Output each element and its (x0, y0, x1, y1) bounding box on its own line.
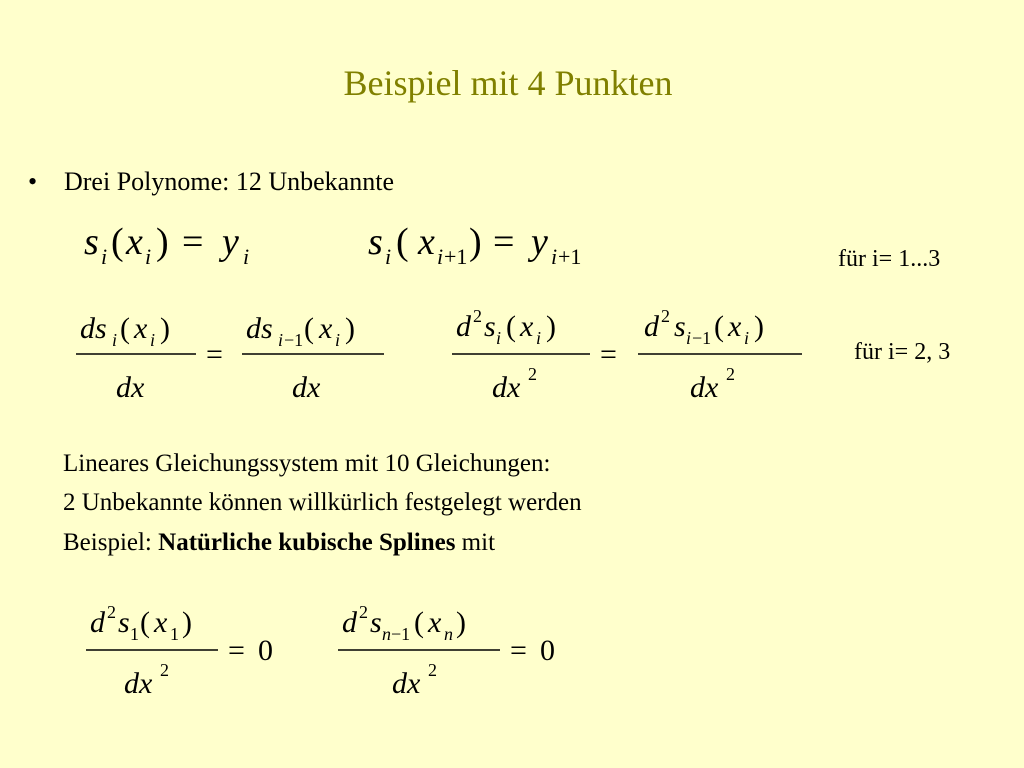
svg-text:x: x (134, 312, 148, 345)
svg-text:=: = (493, 221, 515, 263)
svg-text:s: s (84, 221, 99, 263)
equation-natural-spline-right (338, 596, 578, 706)
svg-text:=: = (510, 634, 527, 667)
svg-text:i: i (536, 328, 542, 348)
paragraph-line3 (63, 529, 495, 557)
bullet-item (28, 167, 394, 197)
svg-text:x: x (126, 221, 143, 263)
svg-text:=: = (206, 338, 223, 371)
svg-text:+1: +1 (558, 244, 582, 269)
svg-text:): ) (546, 310, 556, 343)
svg-text:(: ( (140, 606, 150, 639)
svg-text:): ) (345, 312, 355, 345)
svg-text:): ) (754, 310, 764, 343)
svg-text:d: d (456, 310, 471, 343)
svg-text:dx: dx (690, 371, 719, 404)
svg-text:s: s (118, 606, 130, 639)
svg-text:2: 2 (359, 602, 368, 622)
svg-text:2: 2 (428, 660, 437, 680)
svg-text:2: 2 (107, 602, 116, 622)
svg-text:0: 0 (540, 634, 555, 667)
svg-text:): ) (182, 606, 192, 639)
paragraph-line2: 2 Unbekannte können willkürlich festgelegt werden (63, 489, 582, 516)
svg-text:i: i (243, 244, 250, 269)
svg-text:d: d (644, 310, 659, 343)
svg-text:y: y (531, 221, 548, 263)
svg-text:(: ( (120, 312, 130, 345)
equation-s-i-xi1-equals-yi1 (368, 216, 638, 276)
paragraph-line3-bold: Natürliche kubische Splines (158, 529, 456, 556)
bullet-icon: • (28, 167, 38, 196)
svg-text:−1: −1 (284, 330, 304, 350)
svg-text:x: x (319, 312, 333, 345)
svg-text:2: 2 (160, 660, 169, 680)
svg-text:(: ( (396, 221, 409, 263)
svg-text:i: i (101, 244, 108, 269)
svg-text:(: ( (304, 312, 314, 345)
svg-text:=: = (600, 338, 617, 371)
svg-text:i: i (496, 328, 502, 348)
svg-text:1: 1 (170, 624, 179, 644)
svg-text:i: i (335, 330, 341, 350)
svg-text:−1: −1 (692, 328, 712, 348)
svg-text:i: i (145, 244, 152, 269)
svg-text:2: 2 (473, 306, 482, 326)
condition-row2: für i= 2, 3 (854, 339, 951, 365)
slide-title: Beispiel mit 4 Punkten (343, 63, 673, 103)
svg-text:x: x (154, 606, 168, 639)
svg-text:d: d (90, 606, 105, 639)
svg-text:x: x (728, 310, 742, 343)
equation-second-derivative-continuity (450, 300, 810, 410)
svg-text:n: n (444, 624, 453, 644)
svg-text:0: 0 (258, 634, 273, 667)
svg-text:ds: ds (246, 312, 273, 345)
svg-text:i: i (278, 330, 284, 350)
svg-text:ds: ds (80, 312, 107, 345)
svg-text:dx: dx (124, 667, 153, 700)
svg-text:i: i (744, 328, 750, 348)
svg-text:i: i (112, 330, 118, 350)
condition-row1: für i= 1...3 (838, 246, 941, 272)
svg-text:s: s (368, 221, 383, 263)
svg-text:): ) (456, 606, 466, 639)
svg-text:(: ( (714, 310, 724, 343)
equation-natural-spline-left (86, 596, 296, 706)
svg-text:(: ( (111, 221, 124, 263)
svg-text:−1: −1 (391, 624, 411, 644)
svg-text:x: x (418, 221, 435, 263)
svg-text:dx: dx (116, 371, 145, 404)
svg-text:2: 2 (661, 306, 670, 326)
bullet-text: Drei Polynome: 12 Unbekannte (64, 167, 394, 196)
svg-text:): ) (469, 221, 482, 263)
svg-text:i: i (150, 330, 156, 350)
svg-text:i: i (437, 244, 444, 269)
svg-text:y: y (222, 221, 239, 263)
svg-text:): ) (160, 312, 170, 345)
svg-text:i: i (385, 244, 392, 269)
svg-text:=: = (182, 221, 204, 263)
svg-text:): ) (156, 221, 169, 263)
svg-text:=: = (228, 634, 245, 667)
svg-text:i: i (551, 244, 558, 269)
svg-text:(: ( (414, 606, 424, 639)
svg-text:i: i (686, 328, 692, 348)
svg-text:+1: +1 (444, 244, 468, 269)
svg-text:2: 2 (528, 364, 537, 384)
paragraph-line3-suffix: mit (455, 529, 496, 556)
svg-text:d: d (342, 606, 357, 639)
svg-text:n: n (382, 624, 391, 644)
paragraph-line3-prefix: Beispiel: (63, 529, 159, 556)
svg-text:x: x (428, 606, 442, 639)
svg-text:s: s (370, 606, 382, 639)
svg-text:1: 1 (130, 624, 139, 644)
paragraph-line1: Lineares Gleichungssystem mit 10 Gleichungen: (63, 450, 551, 477)
svg-text:x: x (520, 310, 534, 343)
svg-text:dx: dx (392, 667, 421, 700)
svg-text:s: s (674, 310, 686, 343)
equation-first-derivative-continuity (72, 302, 392, 412)
svg-text:(: ( (506, 310, 516, 343)
equation-s-i-xi-equals-yi (84, 216, 284, 276)
svg-text:s: s (484, 310, 496, 343)
svg-text:dx: dx (292, 371, 321, 404)
svg-text:2: 2 (726, 364, 735, 384)
svg-text:dx: dx (492, 371, 521, 404)
